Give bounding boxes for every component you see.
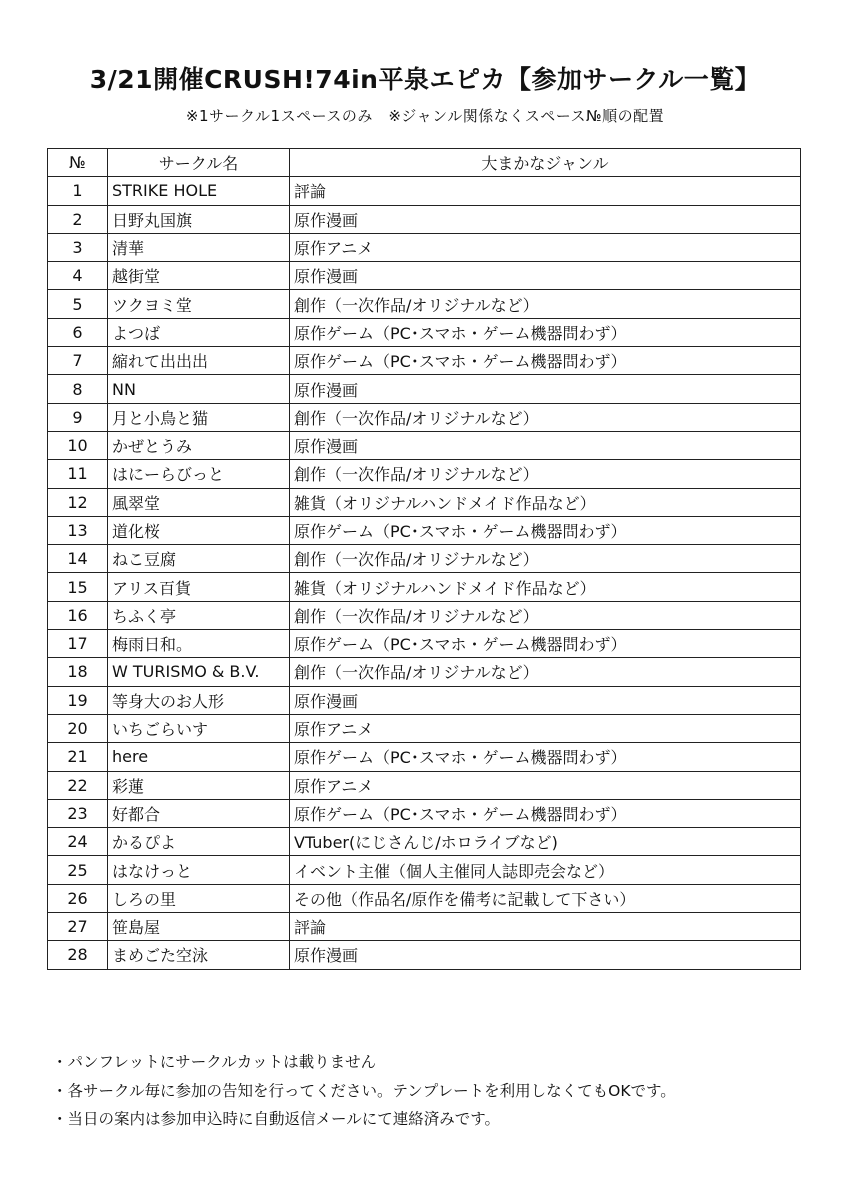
- circle-name: まめごた空泳: [108, 941, 290, 969]
- row-number: 22: [48, 771, 108, 799]
- note-item: ・当日の案内は参加申込時に自動返信メールにて連絡済みです。: [52, 1110, 500, 1128]
- table-row: [48, 431, 801, 459]
- genre: 原作アニメ: [290, 771, 801, 799]
- row-number: 4: [48, 262, 108, 290]
- row-number: 6: [48, 318, 108, 346]
- circle-name: アリス百貨: [108, 573, 290, 601]
- row-number: 27: [48, 913, 108, 941]
- table-row: [48, 290, 801, 318]
- row-number: 23: [48, 799, 108, 827]
- row-number: 9: [48, 403, 108, 431]
- circle-name: STRIKE HOLE: [108, 177, 290, 205]
- table-header-row: [48, 149, 801, 177]
- table-row: [48, 856, 801, 884]
- table-row: [48, 573, 801, 601]
- genre: その他（作品名/原作を備考に記載して下さい）: [290, 884, 801, 912]
- note-item: ・パンフレットにサークルカットは載りません: [52, 1053, 377, 1071]
- row-number: 14: [48, 545, 108, 573]
- table-row: [48, 686, 801, 714]
- circle-name: 風翠堂: [108, 488, 290, 516]
- circle-name: 越街堂: [108, 262, 290, 290]
- circle-name: 笹島屋: [108, 913, 290, 941]
- page-subtitle: ※1サークル1スペースのみ ※ジャンル関係なくスペース№順の配置: [185, 107, 665, 125]
- genre: 創作（一次作品/オリジナルなど）: [290, 545, 801, 573]
- row-number: 8: [48, 375, 108, 403]
- notes-section: [52, 1048, 832, 1134]
- genre: 原作アニメ: [290, 233, 801, 261]
- row-number: 19: [48, 686, 108, 714]
- table-row: [48, 233, 801, 261]
- table-row: [48, 941, 801, 969]
- genre: 原作漫画: [290, 375, 801, 403]
- row-number: 11: [48, 460, 108, 488]
- circle-name: here: [108, 743, 290, 771]
- genre: 原作漫画: [290, 431, 801, 459]
- table-row: [48, 630, 801, 658]
- row-number: 15: [48, 573, 108, 601]
- table-row: [48, 403, 801, 431]
- circle-name: 梅雨日和。: [108, 630, 290, 658]
- circle-name: 縮れて出出出: [108, 347, 290, 375]
- circle-name: 月と小鳥と猫: [108, 403, 290, 431]
- genre: 創作（一次作品/オリジナルなど）: [290, 403, 801, 431]
- circle-name: 等身大のお人形: [108, 686, 290, 714]
- row-number: 1: [48, 177, 108, 205]
- circle-name: よつば: [108, 318, 290, 346]
- header-genre: 大まかなジャンル: [290, 149, 801, 177]
- table-row: [48, 658, 801, 686]
- circle-name: 彩蓮: [108, 771, 290, 799]
- genre: 原作アニメ: [290, 714, 801, 742]
- row-number: 24: [48, 828, 108, 856]
- table-row: [48, 913, 801, 941]
- circle-name: ツクヨミ堂: [108, 290, 290, 318]
- genre: 創作（一次作品/オリジナルなど）: [290, 290, 801, 318]
- circle-name: 清華: [108, 233, 290, 261]
- circle-name: いちごらいす: [108, 714, 290, 742]
- table-row: [48, 460, 801, 488]
- genre: 原作漫画: [290, 941, 801, 969]
- genre: 原作ゲーム（PC･スマホ・ゲーム機器問わず）: [290, 516, 801, 544]
- table-row: [48, 601, 801, 629]
- genre: 雑貨（オリジナルハンドメイド作品など）: [290, 573, 801, 601]
- genre: 原作漫画: [290, 262, 801, 290]
- circle-name: NN: [108, 375, 290, 403]
- row-number: 2: [48, 205, 108, 233]
- table-row: [48, 347, 801, 375]
- genre: 創作（一次作品/オリジナルなど）: [290, 601, 801, 629]
- genre: 原作ゲーム（PC･スマホ・ゲーム機器問わず）: [290, 347, 801, 375]
- circle-name: W TURISMO & B.V.: [108, 658, 290, 686]
- circle-name: 道化桜: [108, 516, 290, 544]
- genre: 原作ゲーム（PC･スマホ・ゲーム機器問わず）: [290, 743, 801, 771]
- circle-name: しろの里: [108, 884, 290, 912]
- genre: 評論: [290, 177, 801, 205]
- genre: 雑貨（オリジナルハンドメイド作品など）: [290, 488, 801, 516]
- genre: 原作ゲーム（PC･スマホ・ゲーム機器問わず）: [290, 630, 801, 658]
- table-row: [48, 375, 801, 403]
- table-row: [48, 828, 801, 856]
- genre: 評論: [290, 913, 801, 941]
- table-row: [48, 262, 801, 290]
- circle-name: はにーらびっと: [108, 460, 290, 488]
- genre: 原作漫画: [290, 686, 801, 714]
- genre: 原作ゲーム（PC･スマホ・ゲーム機器問わず）: [290, 799, 801, 827]
- table-row: [48, 799, 801, 827]
- row-number: 3: [48, 233, 108, 261]
- table-row: [48, 545, 801, 573]
- row-number: 13: [48, 516, 108, 544]
- circle-list-table: [47, 148, 801, 970]
- genre: 創作（一次作品/オリジナルなど）: [290, 658, 801, 686]
- row-number: 28: [48, 941, 108, 969]
- table-row: [48, 714, 801, 742]
- row-number: 21: [48, 743, 108, 771]
- genre: 創作（一次作品/オリジナルなど）: [290, 460, 801, 488]
- circle-name: はなけっと: [108, 856, 290, 884]
- table-row: [48, 177, 801, 205]
- row-number: 25: [48, 856, 108, 884]
- table-row: [48, 884, 801, 912]
- circle-name: 日野丸国旗: [108, 205, 290, 233]
- genre: 原作ゲーム（PC･スマホ・ゲーム機器問わず）: [290, 318, 801, 346]
- row-number: 7: [48, 347, 108, 375]
- circle-name: かぜとうみ: [108, 431, 290, 459]
- row-number: 16: [48, 601, 108, 629]
- table-row: [48, 318, 801, 346]
- circle-name: ちふく亭: [108, 601, 290, 629]
- header-number: №: [48, 149, 108, 177]
- circle-name: ねこ豆腐: [108, 545, 290, 573]
- table-row: [48, 743, 801, 771]
- genre: VTuber(にじさんじ/ホロライブなど): [290, 828, 801, 856]
- page-title: 3/21開催CRUSH!74in平泉エピカ【参加サークル一覧】: [89, 65, 761, 94]
- row-number: 5: [48, 290, 108, 318]
- header-circle-name: サークル名: [108, 149, 290, 177]
- row-number: 12: [48, 488, 108, 516]
- circle-name: かるぴよ: [108, 828, 290, 856]
- table-row: [48, 771, 801, 799]
- row-number: 10: [48, 431, 108, 459]
- table-row: [48, 488, 801, 516]
- genre: 原作漫画: [290, 205, 801, 233]
- row-number: 20: [48, 714, 108, 742]
- genre: イベント主催（個人主催同人誌即売会など）: [290, 856, 801, 884]
- circle-name: 好都合: [108, 799, 290, 827]
- table-row: [48, 205, 801, 233]
- row-number: 18: [48, 658, 108, 686]
- row-number: 26: [48, 884, 108, 912]
- table-row: [48, 516, 801, 544]
- row-number: 17: [48, 630, 108, 658]
- note-item: ・各サークル毎に参加の告知を行ってください。テンプレートを利用しなくてもOKです。: [52, 1081, 676, 1100]
